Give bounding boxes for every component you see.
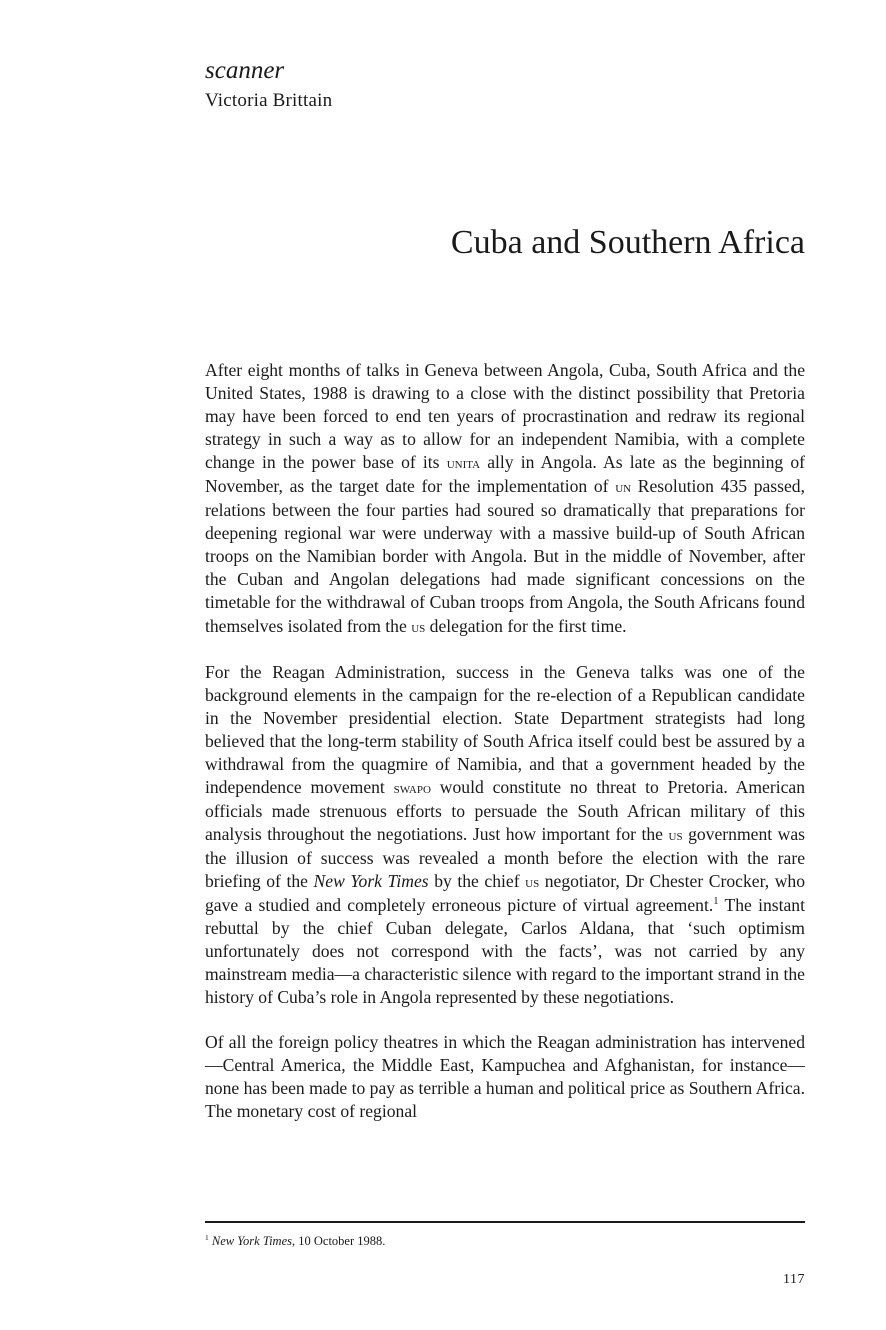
p2-text-d: by the chief bbox=[428, 870, 526, 891]
p1-text-c: Resolution 435 passed, relations between the four parties had soured so dramatically that preparations for deepening regional war were underway with a massive build-up of South African troops on the Namibian border with Angola. But in the middle of November, after the Cuban and Angolan delegations had made significant concessions on the timetable for the withdrawal of Cuban troops from Angola, the South Africans found themselves isolated from the bbox=[205, 476, 805, 636]
p1-text-d: delegation for the first time. bbox=[425, 615, 627, 636]
p1-text-a: After eight months of talks in Geneva between Angola, Cuba, South Africa and the United States, 1988 is drawing to a close with the distinct possibility that Pretoria may have been forced to end ten years of procrastination and redraw its regional strategy in such a way as to allow for an independent Namibia, with a complete change in the power base of its bbox=[205, 360, 805, 473]
p2-text-e: negotiator, Dr Chester Crocker, who gave a studied and completely erroneous picture of virtual agreement. bbox=[205, 870, 805, 916]
us-abbr: us bbox=[668, 825, 683, 844]
newspaper-title: New York Times bbox=[313, 870, 429, 891]
footnote-text: , 10 October 1988. bbox=[292, 1234, 386, 1248]
p1-text-b: ally in Angola. As late as the beginning of November, as the target date for the implementation of bbox=[205, 452, 805, 497]
paragraph-3: Of all the foreign policy theatres in which the Reagan administration has intervened—Central America, the Middle East, Kampuchea and Afghanistan, for instance—none has been made to pay as terrible a human and political price as Southern Africa. The monetary cost of regional bbox=[205, 1032, 805, 1122]
footnote-ref[interactable]: 1 bbox=[713, 896, 719, 908]
p2-text-b: would constitute no threat to Pretoria. American officials made strenuous efforts to persuade the South African military of this analysis throughout the negotiations. Just how important for the bbox=[205, 776, 805, 844]
p2-text-f: The instant rebuttal by the chief Cuban delegate, Carlos Aldana, that ‘such optimism unfortunately does not correspond with the facts’, was not carried by any mainstream media—a characteristic silence with regard to the important strand in the history of Cuba’s role in Angola represented by these negotiations. bbox=[205, 895, 805, 1008]
footnote-rule bbox=[205, 1221, 805, 1223]
author-name: Victoria Brittain bbox=[205, 90, 333, 111]
article-title: Cuba and Southern Africa bbox=[450, 224, 805, 261]
page-number: 117 bbox=[783, 1272, 805, 1287]
us-abbr: us bbox=[525, 872, 540, 891]
p2-text-a: For the Reagan Administration, success in the Geneva talks was one of the background elements in the campaign for the re-election of a Republican candidate in the November presidential election. State Department strategists had long believed that the long-term stability of South Africa itself could best be assured by a withdrawal from the quagmire of Namibia, and that a government headed by the independence movement bbox=[205, 661, 805, 797]
us-abbr: us bbox=[411, 617, 426, 636]
p2-text-c: government was the illusion of success was revealed a month before the election with the rare briefing of the bbox=[205, 823, 806, 891]
article-body bbox=[205, 359, 805, 1145]
footnote-mark: 1 bbox=[205, 1232, 209, 1242]
paragraph-1 bbox=[205, 359, 805, 639]
section-name: scanner bbox=[205, 57, 285, 84]
footnote bbox=[205, 1233, 385, 1249]
unita-abbr: unita bbox=[446, 454, 481, 473]
paragraph-2 bbox=[205, 661, 805, 1010]
footnote-source: New York Times bbox=[211, 1234, 292, 1248]
swapo-abbr: swapo bbox=[393, 778, 431, 797]
un-abbr: un bbox=[615, 478, 632, 497]
